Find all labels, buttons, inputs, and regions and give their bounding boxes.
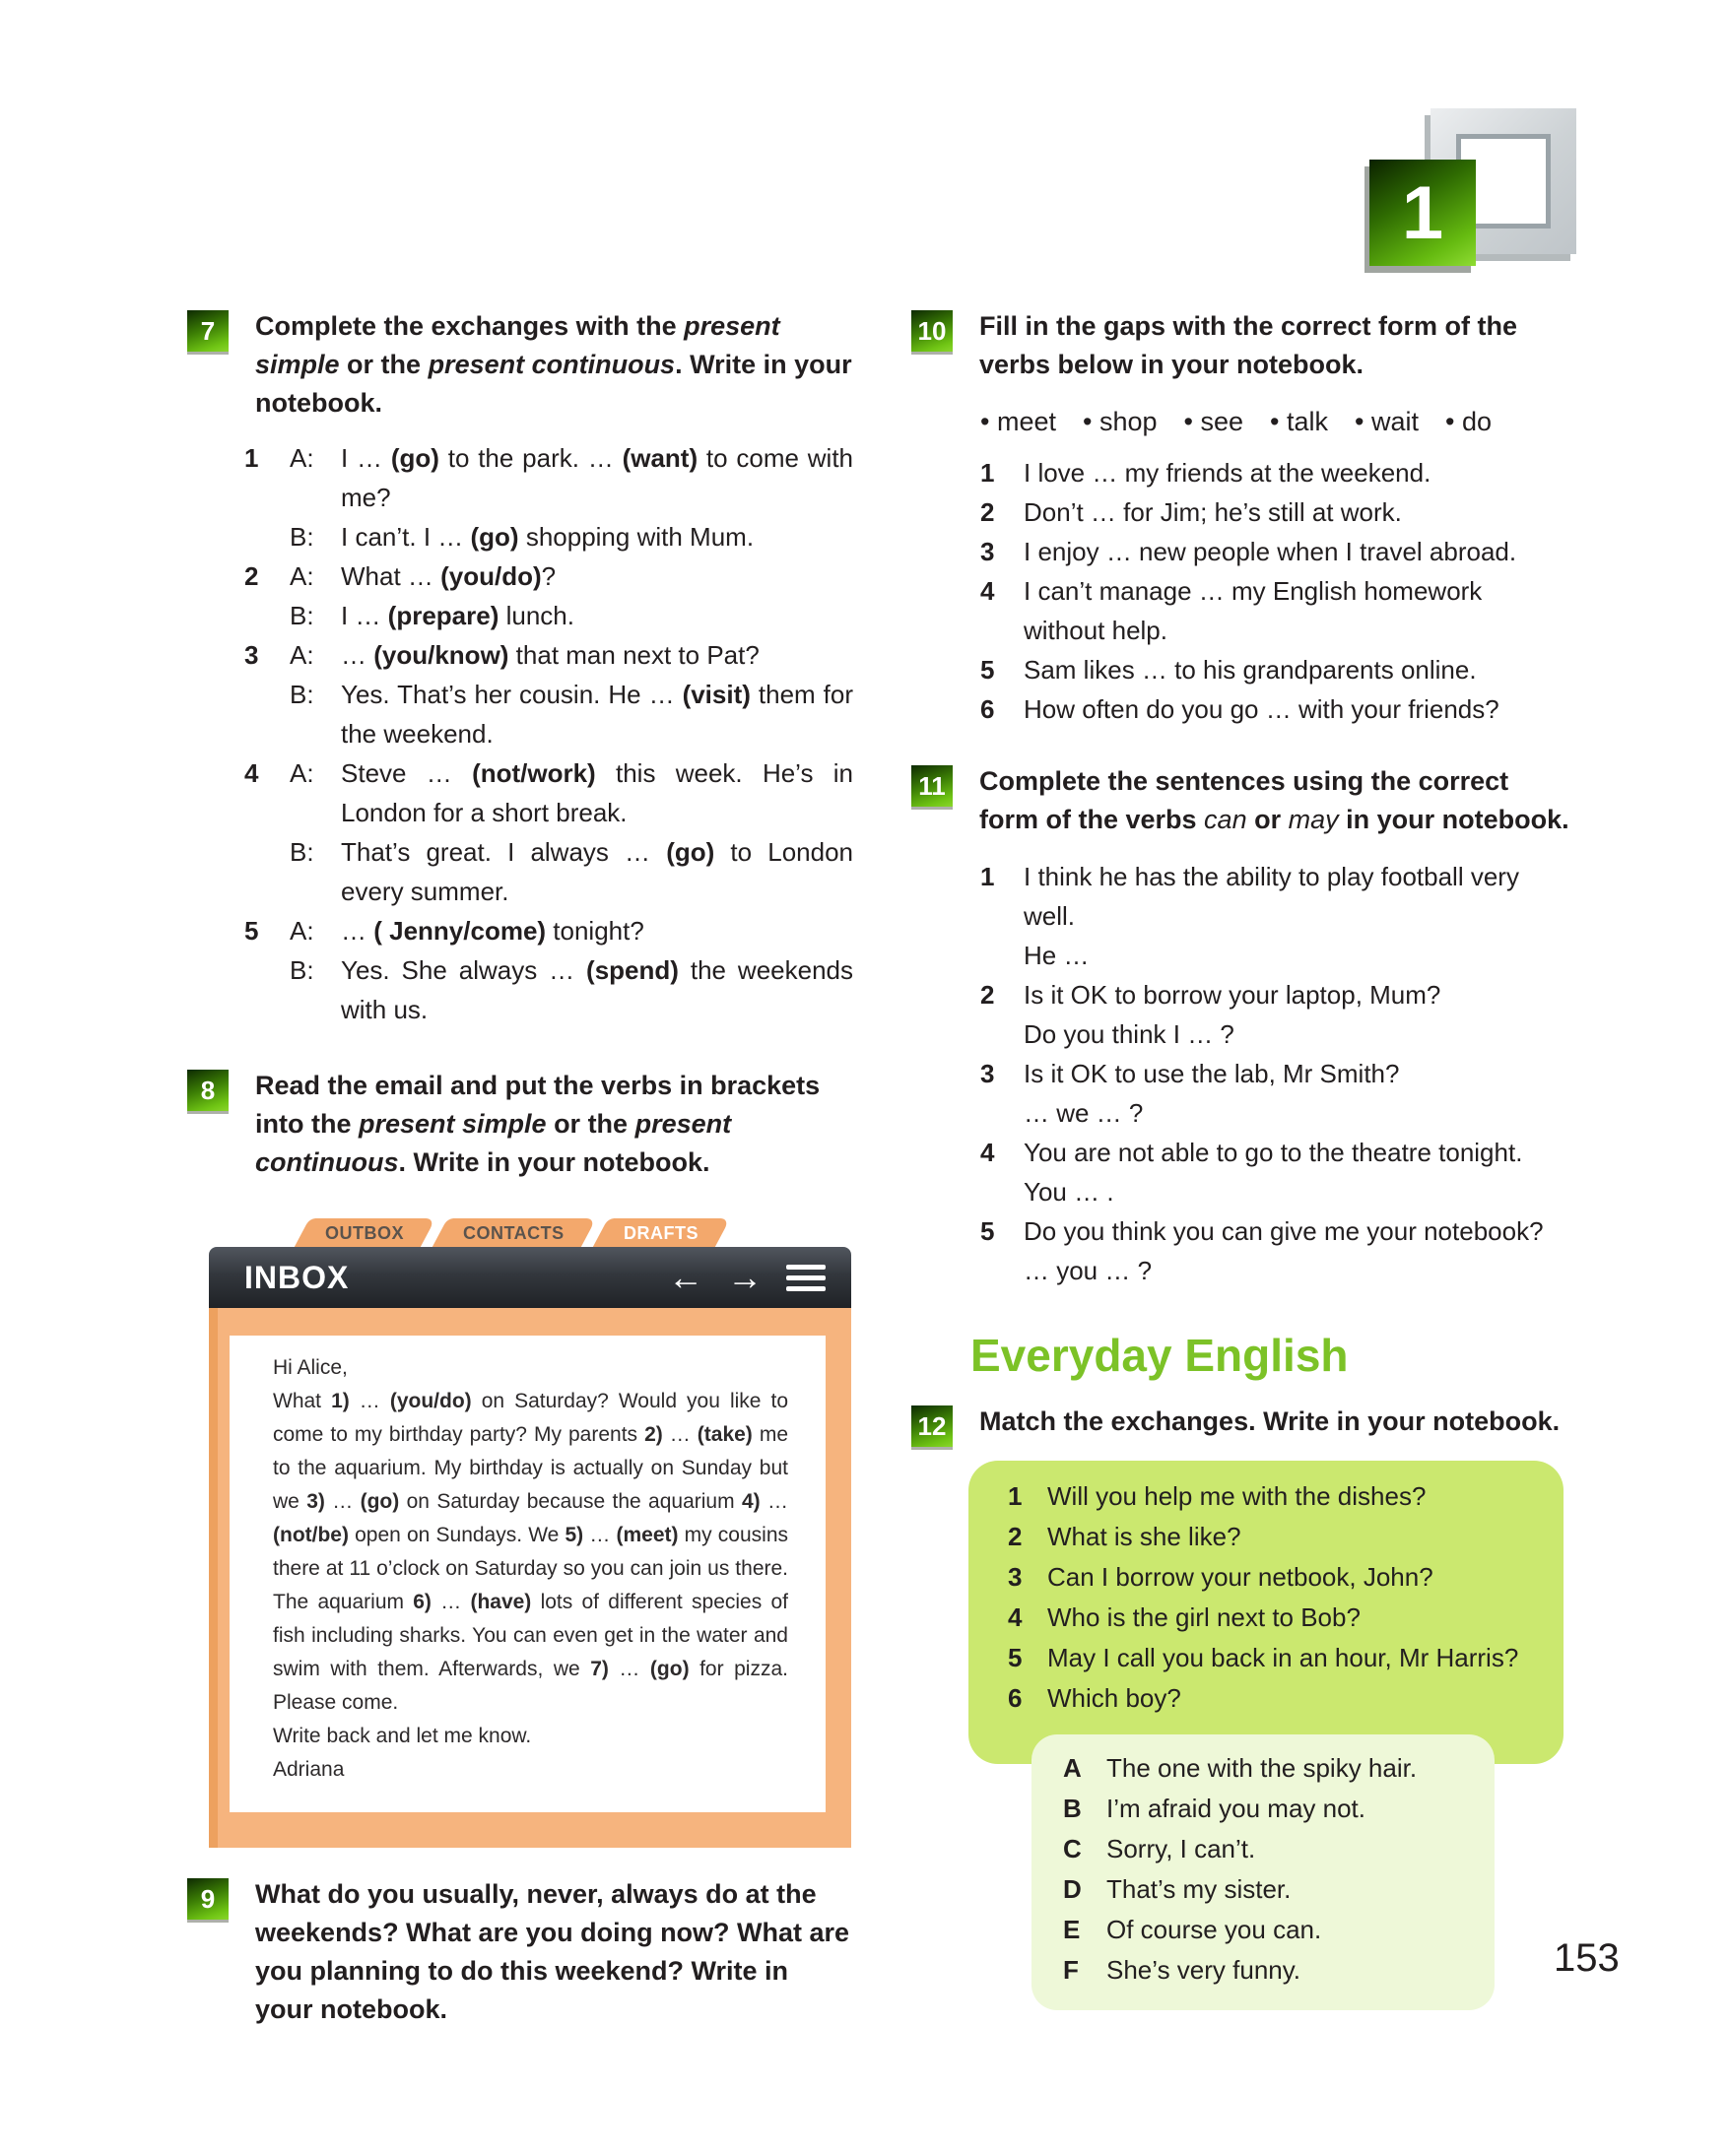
- item-number: [244, 517, 290, 556]
- section-title-everyday-english: Everyday English: [970, 1330, 1349, 1381]
- dialogue-text: … ( Jenny/come) tonight?: [341, 916, 644, 946]
- gap-line: … you … ?: [1024, 1256, 1153, 1285]
- dialogue-line: [244, 556, 853, 596]
- question-text: Can I borrow your netbook, John?: [1047, 1562, 1433, 1592]
- list-item: [980, 857, 1569, 975]
- item-number: 2: [980, 497, 995, 527]
- list-item: [980, 532, 1569, 571]
- item-number: 3: [244, 640, 259, 670]
- unit-number-badge: 1: [1369, 160, 1476, 266]
- back-arrow-icon[interactable]: ←: [668, 1257, 703, 1297]
- match-questions-box: [968, 1461, 1564, 1764]
- gap-line: You … .: [1024, 1177, 1114, 1207]
- answer-text: I’m afraid you may not.: [1106, 1794, 1365, 1823]
- sentence: I think he has the ability to play football very well.: [1024, 862, 1519, 931]
- bullet-icon: •: [1355, 407, 1364, 436]
- word-bank-entry: [980, 402, 1056, 441]
- item-number: 2: [244, 561, 259, 591]
- tab-outbox-label: OUTBOX: [325, 1223, 405, 1243]
- dialogue-line: [244, 438, 853, 517]
- item-text: I can’t manage … my English homework without help.: [1024, 576, 1483, 645]
- dialogue-line: [244, 753, 853, 832]
- list-item: [980, 650, 1569, 689]
- exercise-11: [911, 762, 1569, 839]
- email-greeting: Hi Alice,: [273, 1356, 348, 1379]
- tab-outbox[interactable]: [294, 1218, 435, 1249]
- answer-text: Of course you can.: [1106, 1915, 1322, 1944]
- match-question: [1008, 1678, 1540, 1719]
- match-question: [1008, 1638, 1540, 1678]
- item-number: 5: [1008, 1643, 1023, 1672]
- exercise-10-heading: Fill in the gaps with the correct form of the verbs below in your notebook.: [979, 311, 1518, 379]
- match-question: [1008, 1517, 1540, 1557]
- item-number: [244, 675, 290, 753]
- match-answer: [1063, 1950, 1475, 1991]
- item-number: 3: [980, 537, 995, 566]
- sentence: Do you think you can give me your notebook?: [1024, 1216, 1544, 1246]
- item-text: I love … my friends at the weekend.: [1024, 458, 1431, 488]
- word-bank-entry: [1083, 402, 1158, 441]
- inbox-title: INBOX: [244, 1259, 350, 1295]
- dialogue-text: I … (prepare) lunch.: [341, 601, 574, 630]
- item-number: 4: [244, 758, 259, 788]
- word: do: [1462, 407, 1493, 436]
- email-header-bar: [209, 1247, 851, 1308]
- item-number: 5: [244, 916, 259, 946]
- item-text: [1024, 1211, 1569, 1290]
- word-bank: [980, 402, 1569, 441]
- exercise-7-heading: Complete the exchanges with the present simple or the present continuous. Write in your notebook.: [255, 311, 852, 418]
- right-column: [911, 307, 1569, 2010]
- speaker-label: A:: [290, 640, 314, 670]
- question-text: May I call you back in an hour, Mr Harris?: [1047, 1643, 1519, 1672]
- exercise-11-items: [980, 857, 1569, 1290]
- item-number: [244, 950, 290, 1029]
- match-answer: [1063, 1829, 1475, 1869]
- list-item: [980, 1054, 1569, 1133]
- email-paper: [230, 1336, 826, 1812]
- bullet-icon: •: [1270, 407, 1280, 436]
- list-item: [980, 1133, 1569, 1211]
- item-number: 3: [1008, 1562, 1023, 1592]
- bullet-icon: •: [1083, 407, 1093, 436]
- answer-letter: D: [1063, 1874, 1082, 1904]
- dialogue-line: [244, 832, 853, 911]
- word-bank-entry: [1445, 402, 1492, 441]
- answer-text: The one with the spiky hair.: [1106, 1753, 1418, 1783]
- dialogue-text: That’s great. I always … (go) to London every summer.: [341, 837, 853, 906]
- exercise-7-badge: 7: [187, 310, 229, 352]
- exercise-8-heading: Read the email and put the verbs in brackets into the present simple or the present continuous. Write in your notebook.: [255, 1071, 821, 1177]
- dialogue-line: [244, 517, 853, 556]
- item-text: How often do you go … with your friends?: [1024, 694, 1499, 724]
- item-number: 1: [1008, 1481, 1023, 1511]
- exercise-12-heading: Match the exchanges. Write in your notebook.: [979, 1406, 1561, 1436]
- speaker-label: B:: [290, 522, 314, 552]
- match-question: [1008, 1557, 1540, 1598]
- match-answer: [1063, 1789, 1475, 1829]
- item-text: [1024, 975, 1569, 1054]
- exercise-10: [911, 307, 1569, 384]
- list-item: [980, 975, 1569, 1054]
- exercise-12: [911, 1403, 1569, 1447]
- tab-drafts[interactable]: [591, 1218, 729, 1249]
- menu-icon[interactable]: [786, 1265, 826, 1291]
- exercise-10-badge: 10: [911, 310, 953, 352]
- item-text: [1024, 1054, 1569, 1133]
- tab-contacts[interactable]: [432, 1218, 596, 1249]
- list-item: [980, 453, 1569, 492]
- question-text: Will you help me with the dishes?: [1047, 1481, 1427, 1511]
- match-answer: [1063, 1869, 1475, 1910]
- word-bank-entry: [1355, 402, 1419, 441]
- answer-letter: C: [1063, 1834, 1082, 1863]
- exercise-8: [187, 1067, 853, 1182]
- dialogue-line: [244, 911, 853, 950]
- match-question: [1008, 1598, 1540, 1638]
- word-bank-entry: [1270, 402, 1328, 441]
- gap-line: … we … ?: [1024, 1098, 1144, 1128]
- match-answer: [1063, 1910, 1475, 1950]
- exercise-7-dialogues: [244, 438, 853, 1029]
- item-number: 6: [980, 694, 995, 724]
- word-bank-entry: [1184, 402, 1244, 441]
- email-widget: [209, 1223, 851, 1848]
- list-item: [980, 492, 1569, 532]
- email-nav: [668, 1257, 826, 1297]
- speaker-label: A:: [290, 561, 314, 591]
- gap-line: He …: [1024, 941, 1090, 970]
- dialogue-text: I can’t. I … (go) shopping with Mum.: [341, 522, 755, 552]
- exercise-9: [187, 1875, 853, 2029]
- item-number: [244, 596, 290, 635]
- speaker-label: B:: [290, 955, 314, 985]
- sentence: Is it OK to use the lab, Mr Smith?: [1024, 1059, 1400, 1088]
- dialogue-text: … (you/know) that man next to Pat?: [341, 640, 760, 670]
- sentence: Is it OK to borrow your laptop, Mum?: [1024, 980, 1441, 1010]
- email-signature: Adriana: [273, 1758, 345, 1781]
- sentence: You are not able to go to the theatre tonight.: [1024, 1138, 1523, 1167]
- tab-contacts-label: CONTACTS: [463, 1223, 565, 1243]
- speaker-label: A:: [290, 443, 314, 473]
- item-number: 1: [980, 458, 995, 488]
- item-text: [1024, 857, 1569, 975]
- speaker-label: B:: [290, 837, 314, 867]
- match-question: [1008, 1476, 1540, 1517]
- exercise-8-badge: 8: [187, 1070, 229, 1111]
- dialogue-line: [244, 635, 853, 675]
- item-number: 4: [980, 1138, 995, 1167]
- speaker-label: A:: [290, 916, 314, 946]
- answer-letter: A: [1063, 1753, 1082, 1783]
- email-content: [273, 1351, 788, 1787]
- item-number: 2: [1008, 1522, 1023, 1551]
- list-item: [980, 571, 1569, 650]
- email-tabs: [301, 1218, 722, 1249]
- bullet-icon: •: [1183, 407, 1193, 436]
- item-number: 4: [980, 576, 995, 606]
- dialogue-line: [244, 950, 853, 1029]
- match-answers-box: [1031, 1734, 1495, 2010]
- list-item: [980, 689, 1569, 729]
- bullet-icon: •: [1445, 407, 1455, 436]
- exercise-9-badge: 9: [187, 1878, 229, 1920]
- item-number: 1: [980, 862, 995, 891]
- question-text: Which boy?: [1047, 1683, 1181, 1713]
- exercise-11-badge: 11: [911, 765, 953, 807]
- exercise-10-items: [980, 453, 1569, 729]
- item-number: [244, 832, 290, 911]
- speaker-label: B:: [290, 601, 314, 630]
- dialogue-text: What … (you/do)?: [341, 561, 557, 591]
- left-column: [187, 307, 853, 2029]
- speaker-label: A:: [290, 758, 314, 788]
- exercise-9-heading: What do you usually, never, always do at the weekends? What are you doing now? What are you planning to do this weekend? Write in your notebook.: [255, 1879, 850, 2024]
- item-number: 2: [980, 980, 995, 1010]
- question-text: What is she like?: [1047, 1522, 1241, 1551]
- word: shop: [1098, 407, 1158, 436]
- answer-letter: F: [1063, 1955, 1079, 1985]
- answer-text: That’s my sister.: [1106, 1874, 1292, 1904]
- email-paragraph: What 1) … (you/do) on Saturday? Would you like to come to my birthday party? My parents 2) … (take) me to the aquarium. My birthday is actually on Sunday but we 3) … (go) on Saturday because the aquarium 4) … (not/be) open on Sundays. We 5) … (meet) my cousins there at 11 o’clock on Saturday so you can join us there. The aquarium 6) … (have) lots of different species of fish including sharks. You can even get in the water and swim with them. Afterwards, we 7) … (go) for pizza. Please come.: [273, 1390, 789, 1714]
- email-closing: Write back and let me know.: [273, 1725, 532, 1747]
- answer-text: She’s very funny.: [1106, 1955, 1301, 1985]
- word: talk: [1287, 407, 1329, 436]
- dialogue-line: [244, 675, 853, 753]
- tab-drafts-label: DRAFTS: [623, 1223, 699, 1243]
- item-number: 5: [980, 1216, 995, 1246]
- email-body-frame: [209, 1308, 851, 1848]
- forward-arrow-icon[interactable]: →: [727, 1257, 763, 1297]
- item-number: 3: [980, 1059, 995, 1088]
- speaker-label: B:: [290, 680, 314, 709]
- exercise-11-heading: Complete the sentences using the correct form of the verbs can or may in your notebook.: [979, 766, 1569, 834]
- exercise-12-badge: 12: [911, 1405, 953, 1447]
- gap-line: Do you think I … ?: [1024, 1019, 1234, 1049]
- dialogue-line: [244, 596, 853, 635]
- item-text: Sam likes … to his grandparents online.: [1024, 655, 1477, 685]
- item-text: I enjoy … new people when I travel abroad.: [1024, 537, 1517, 566]
- word: meet: [996, 407, 1056, 436]
- word: see: [1200, 407, 1244, 436]
- word: wait: [1371, 407, 1420, 436]
- dialogue-text: Yes. She always … (spend) the weekends with us.: [341, 955, 853, 1024]
- item-number: 4: [1008, 1602, 1023, 1632]
- match-answer: [1063, 1748, 1475, 1789]
- item-text: Don’t … for Jim; he’s still at work.: [1024, 497, 1402, 527]
- item-number: 6: [1008, 1683, 1023, 1713]
- item-number: 1: [244, 443, 259, 473]
- page-number: 153: [1554, 1936, 1620, 1980]
- item-number: 5: [980, 655, 995, 685]
- answer-text: Sorry, I can’t.: [1106, 1834, 1256, 1863]
- answer-letter: E: [1063, 1915, 1081, 1944]
- dialogue-text: I … (go) to the park. … (want) to come with me?: [341, 443, 854, 512]
- dialogue-text: Yes. That’s her cousin. He … (visit) them for the weekend.: [341, 680, 854, 749]
- bullet-icon: •: [980, 407, 990, 436]
- dialogue-text: Steve … (not/work) this week. He’s in London for a short break.: [341, 758, 854, 827]
- item-text: [1024, 1133, 1569, 1211]
- list-item: [980, 1211, 1569, 1290]
- question-text: Who is the girl next to Bob?: [1047, 1602, 1361, 1632]
- answer-letter: B: [1063, 1794, 1082, 1823]
- exercise-7: [187, 307, 853, 423]
